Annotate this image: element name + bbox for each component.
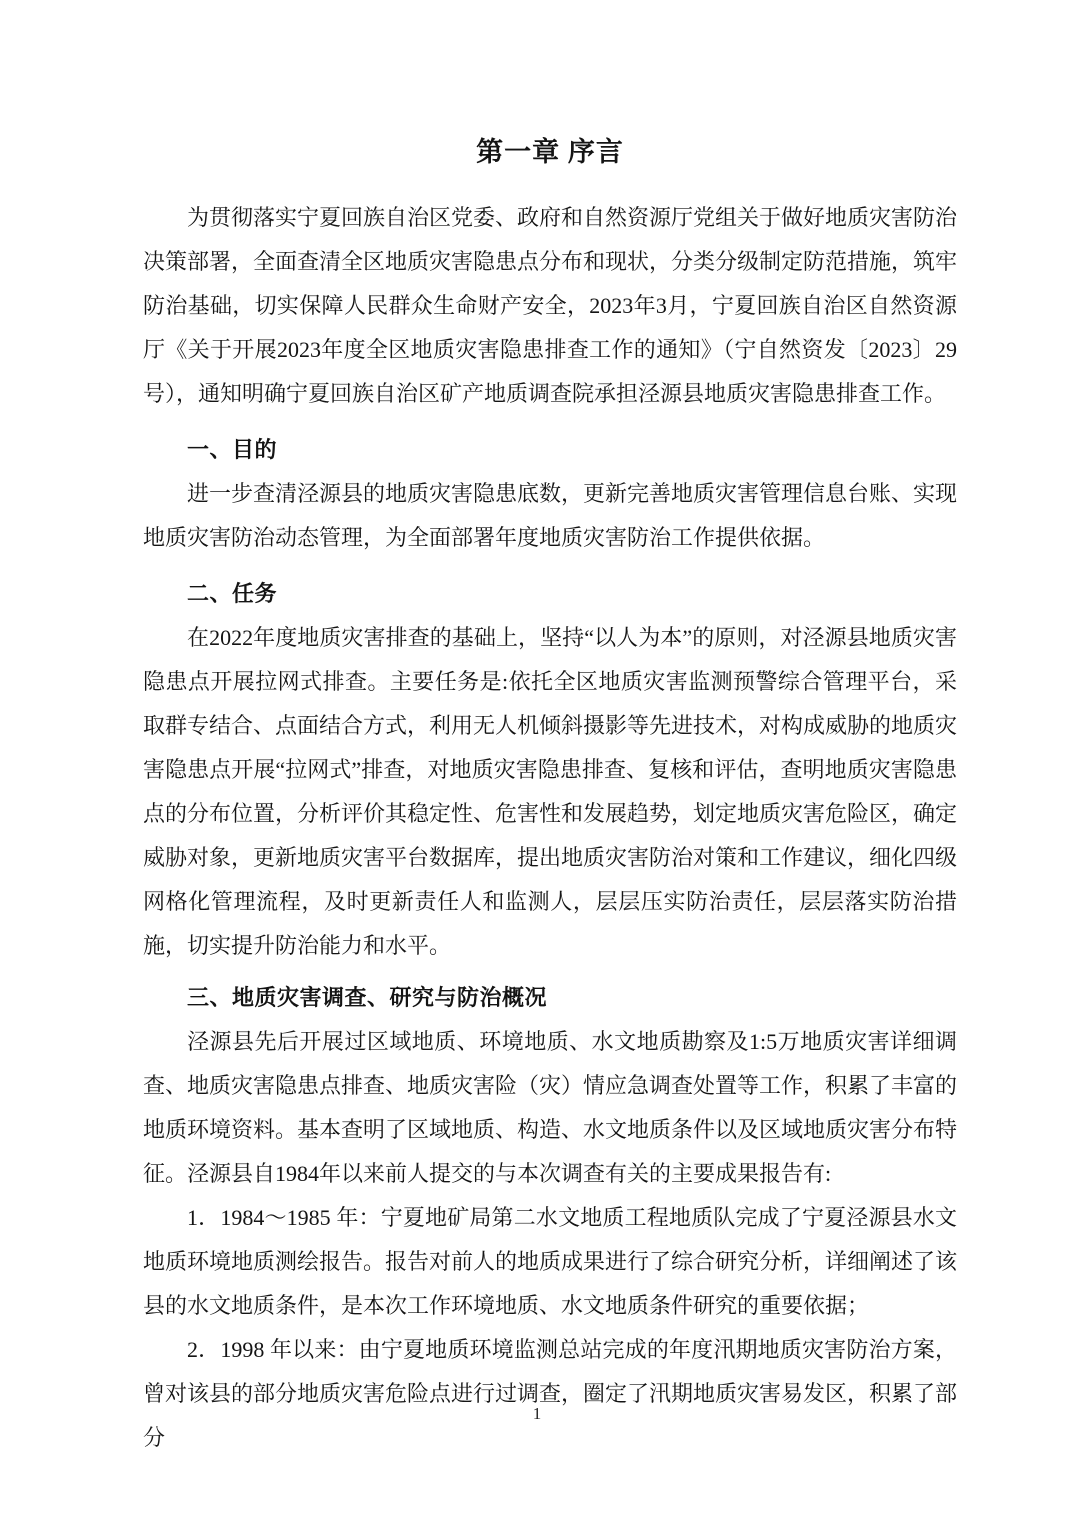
section-heading-tasks: 二、任务 <box>187 581 278 606</box>
report-item-2-paragraph: 2．1998 年以来：由宁夏地质环境监测总站完成的年度汛期地质灾害防治方案，曾对该县的部分地质灾害危险点进行过调查，圈定了汛期地质灾害易发区，积累了部分 <box>143 1337 958 1450</box>
purpose-paragraph: 进一步查清泾源县的地质灾害隐患底数，更新完善地质灾害管理信息台账、实现地质灾害防治动态管理，为全面部署年度地质灾害防治工作提供依据。 <box>143 481 958 550</box>
document-content <box>143 130 957 1460</box>
tasks-paragraph: 在2022年度地质灾害排查的基础上，坚持“以人为本”的原则，对泾源县地质灾害隐患点开展拉网式排查。主要任务是:依托全区地质灾害监测预警综合管理平台，采取群专结合、点面结合方式，利用无人机倾斜摄影等先进技术，对构成威胁的地质灾害隐患点开展“拉网式”排查，对地质灾害隐患排查、复核和评估，查明地质灾害隐患点的分布位置，分析评价其稳定性、危害性和发展趋势，划定地质灾害危险区，确定威胁对象，更新地质灾害平台数据库，提出地质灾害防治对策和工作建议，细化四级网格化管理流程，及时更新责任人和监测人，层层压实防治责任，层层落实防治措施，切实提升防治能力和水平。 <box>143 625 958 958</box>
survey-overview-paragraph: 泾源县先后开展过区域地质、环境地质、水文地质勘察及1:5万地质灾害详细调查、地质灾害隐患点排查、地质灾害险（灾）情应急调查处置等工作，积累了丰富的地质环境资料。基本查明了区域地质、构造、水文地质条件以及区域地质灾害分布特征。泾源县自1984年以来前人提交的与本次调查有关的主要成果报告有: <box>143 1029 958 1186</box>
chapter-title: 第一章 序言 <box>476 137 624 167</box>
section-heading-purpose: 一、目的 <box>187 437 278 462</box>
report-item-1-paragraph: 1．1984～1985 年：宁夏地矿局第二水文地质工程地质队完成了宁夏泾源县水文地质环境地质测绘报告。报告对前人的地质成果进行了综合研究分析，详细阐述了该县的水文地质条件，是本次工作环境地质、水文地质条件研究的重要依据； <box>143 1205 958 1318</box>
section-heading-survey-overview: 三、地质灾害调查、研究与防治概况 <box>187 985 548 1010</box>
page-number: 1 <box>532 1404 542 1423</box>
intro-paragraph: 为贯彻落实宁夏回族自治区党委、政府和自然资源厅党组关于做好地质灾害防治决策部署，全面查清全区地质灾害隐患点分布和现状，分类分级制定防范措施，筑牢防治基础，切实保障人民群众生命财产安全，2023年3月，宁夏回族自治区自然资源厅《关于开展2023年度全区地质灾害隐患排查工作的通知》（宁自然资发〔2023〕29号），通知明确宁夏回族自治区矿产地质调查院承担泾源县地质灾害隐患排查工作。 <box>143 205 958 406</box>
